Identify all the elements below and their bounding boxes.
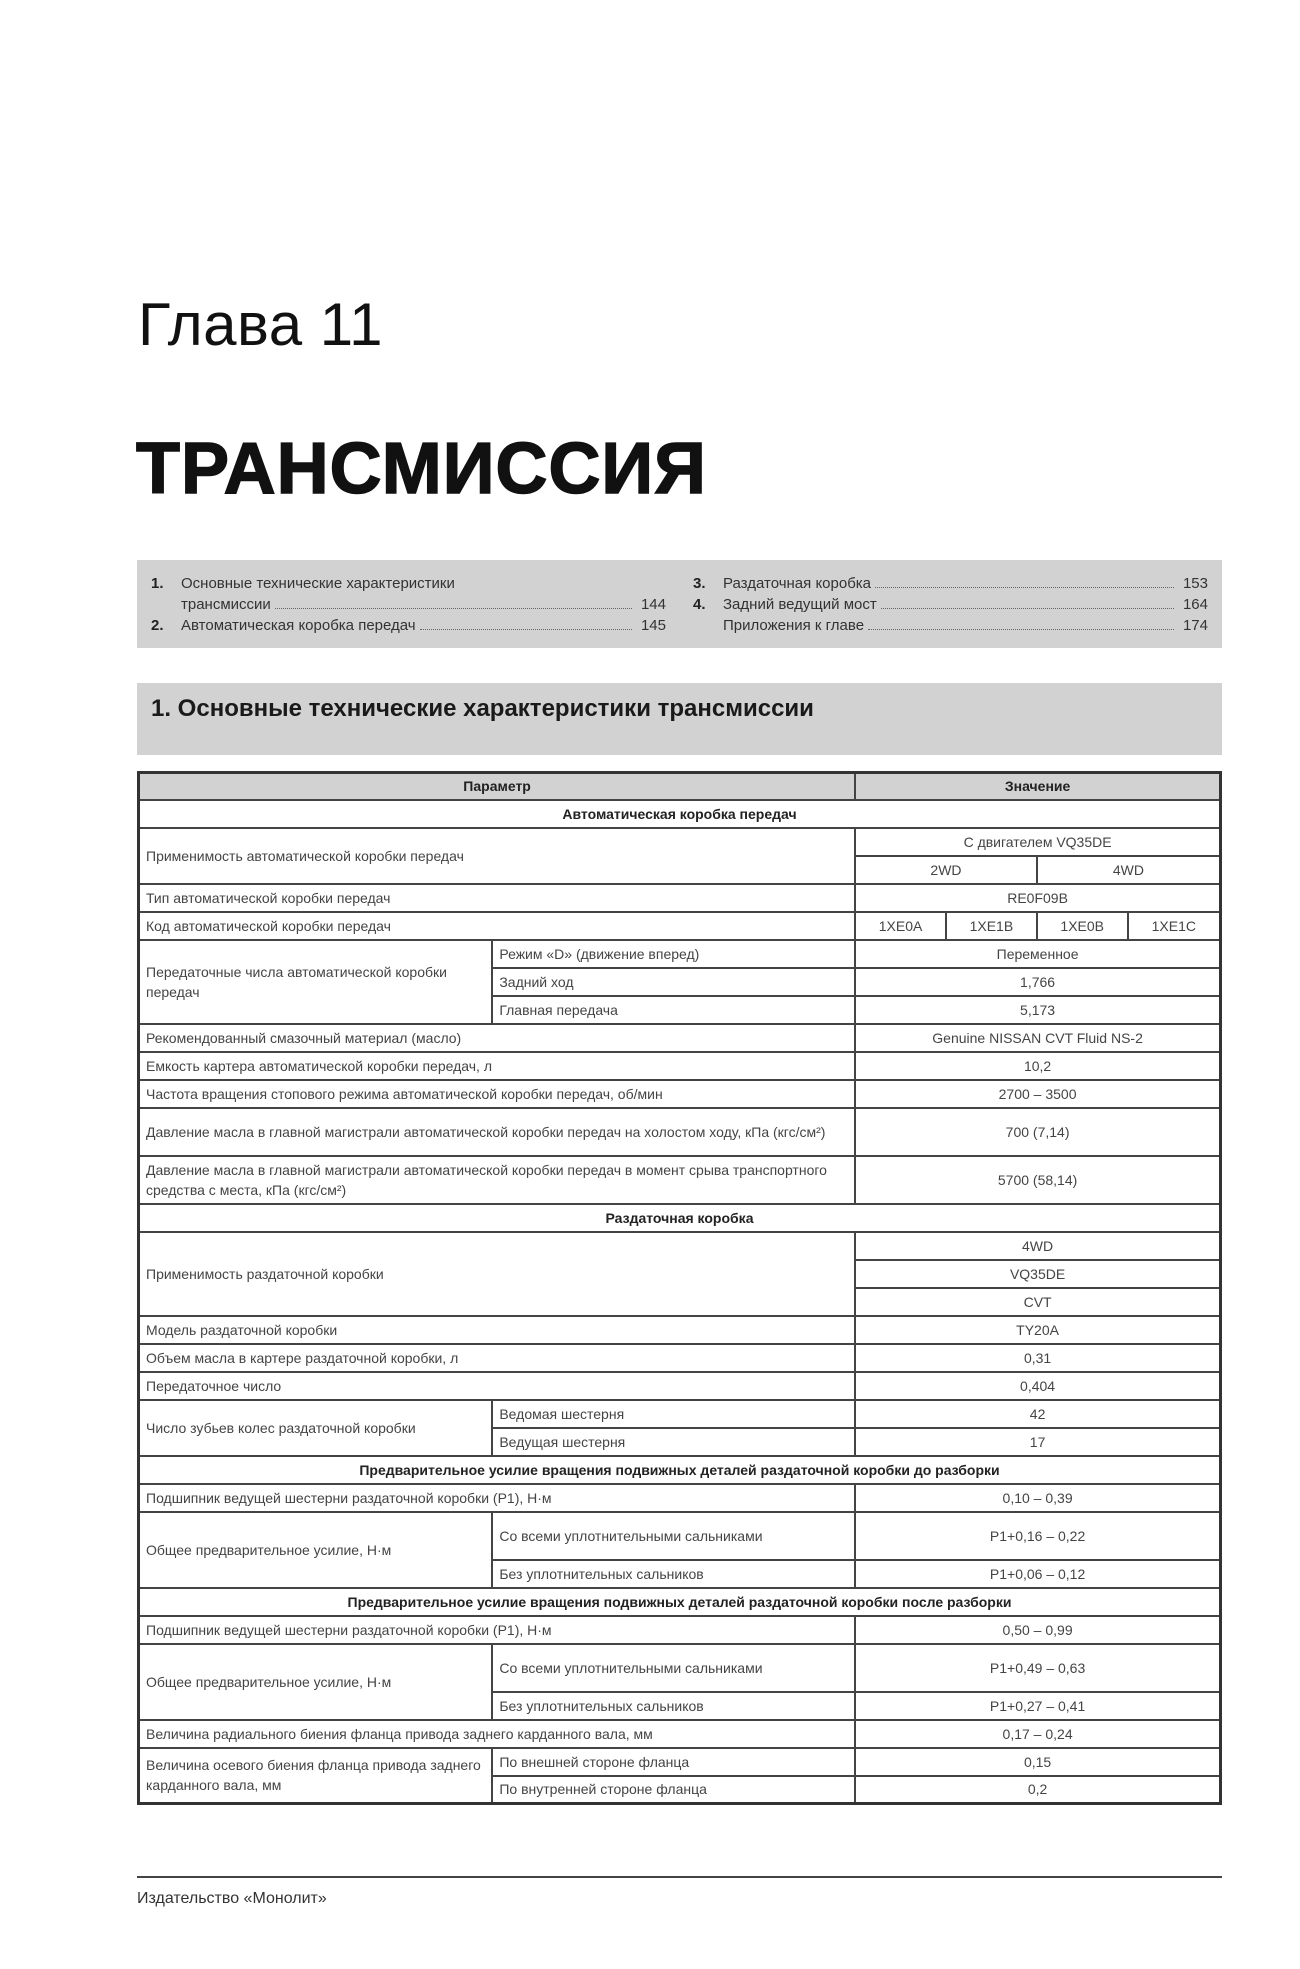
toc-item-number: 4.	[693, 596, 706, 613]
table-row	[139, 884, 1221, 912]
value-cell: VQ35DE	[855, 1260, 1220, 1288]
value-cell: TY20A	[855, 1316, 1220, 1344]
table-row	[139, 1080, 1221, 1108]
group-title: Предварительное усилие вращения подвижных деталей раздаточной коробки до разборки	[139, 1456, 1221, 1484]
value-cell: P1+0,16 – 0,22	[855, 1512, 1220, 1560]
param-cell: Число зубьев колес раздаточной коробки	[139, 1400, 493, 1456]
toc-item[interactable]	[693, 615, 1208, 636]
value-cell: 1,766	[855, 968, 1220, 996]
toc-item-page: 174	[1182, 617, 1208, 634]
value-cell: RE0F09B	[855, 884, 1220, 912]
subparam-cell: Без уплотнительных сальников	[492, 1560, 855, 1588]
table-row	[139, 1232, 1221, 1260]
table-row	[139, 1484, 1221, 1512]
subparam-cell: Главная передача	[492, 996, 855, 1024]
toc-item-number: 1.	[151, 575, 164, 592]
table-row	[139, 1108, 1221, 1156]
toc-item-page: 164	[1182, 596, 1208, 613]
toc-item-text: Задний ведущий мост	[723, 596, 877, 613]
param-cell: Подшипник ведущей шестерни раздаточной коробки (P1), Н·м	[139, 1616, 856, 1644]
group-row	[139, 1456, 1221, 1484]
table-row	[139, 1720, 1221, 1748]
table-row	[139, 1616, 1221, 1644]
table-row	[139, 940, 1221, 968]
param-cell: Применимость раздаточной коробки	[139, 1232, 856, 1316]
value-cell: 2WD	[855, 856, 1037, 884]
subparam-cell: Ведомая шестерня	[492, 1400, 855, 1428]
toc-item-number: 2.	[151, 617, 164, 634]
table-row	[139, 1156, 1221, 1204]
param-cell: Общее предварительное усилие, Н·м	[139, 1512, 493, 1588]
value-cell: 0,10 – 0,39	[855, 1484, 1220, 1512]
value-cell: 1XE1B	[946, 912, 1037, 940]
toc-item-number: 3.	[693, 575, 706, 592]
value-cell: 10,2	[855, 1052, 1220, 1080]
toc-item-page: 153	[1182, 575, 1208, 592]
table-row	[139, 1052, 1221, 1080]
value-cell: 4WD	[1037, 856, 1221, 884]
group-title: Предварительное усилие вращения подвижных деталей раздаточной коробки после разборки	[139, 1588, 1221, 1616]
table-row	[139, 1512, 1221, 1560]
value-cell: 4WD	[855, 1232, 1220, 1260]
value-cell: 0,2	[855, 1776, 1220, 1804]
value-cell: 5700 (58,14)	[855, 1156, 1220, 1204]
toc-item-page: 145	[640, 617, 666, 634]
group-row	[139, 1204, 1221, 1232]
param-cell: Давление масла в главной магистрали автоматической коробки передач на холостом ходу, кПа (кгс/см²)	[139, 1108, 856, 1156]
param-cell: Подшипник ведущей шестерни раздаточной коробки (P1), Н·м	[139, 1484, 856, 1512]
toc-item[interactable]	[151, 573, 666, 594]
param-cell: Величина осевого биения фланца привода заднего карданного вала, мм	[139, 1748, 493, 1804]
value-cell: 0,31	[855, 1344, 1220, 1372]
param-cell: Емкость картера автоматической коробки передач, л	[139, 1052, 856, 1080]
value-cell: 42	[855, 1400, 1220, 1428]
param-cell: Частота вращения стопового режима автоматической коробки передач, об/мин	[139, 1080, 856, 1108]
section-title: 1. Основные технические характеристики трансмиссии	[151, 695, 814, 722]
param-cell: Передаточные числа автоматической коробки передач	[139, 940, 493, 1024]
table-row	[139, 912, 1221, 940]
subparam-cell: Без уплотнительных сальников	[492, 1692, 855, 1720]
group-row	[139, 800, 1221, 828]
value-cell: CVT	[855, 1288, 1220, 1316]
toc-leader-dots	[868, 629, 1174, 630]
param-cell: Величина радиального биения фланца привода заднего карданного вала, мм	[139, 1720, 856, 1748]
subparam-cell: Со всеми уплотнительными сальниками	[492, 1512, 855, 1560]
param-cell: Рекомендованный смазочный материал (масло)	[139, 1024, 856, 1052]
value-cell: 700 (7,14)	[855, 1108, 1220, 1156]
value-cell: P1+0,49 – 0,63	[855, 1644, 1220, 1692]
value-cell: 2700 – 3500	[855, 1080, 1220, 1108]
subparam-cell: По внутренней стороне фланца	[492, 1776, 855, 1804]
group-title: Автоматическая коробка передач	[139, 800, 1221, 828]
table-header-row	[139, 773, 1221, 800]
table-row	[139, 1372, 1221, 1400]
toc-left-column	[151, 573, 666, 636]
value-cell: P1+0,27 – 0,41	[855, 1692, 1220, 1720]
table-row	[139, 1344, 1221, 1372]
subparam-cell: Со всеми уплотнительными сальниками	[492, 1644, 855, 1692]
chapter-label: Глава 11	[138, 291, 384, 358]
spec-table	[137, 771, 1222, 1805]
param-cell: Тип автоматической коробки передач	[139, 884, 856, 912]
toc-right-column	[693, 573, 1208, 636]
param-cell: Объем масла в картере раздаточной коробки, л	[139, 1344, 856, 1372]
toc-item-text: трансмиссии	[181, 596, 271, 613]
value-cell: 1XE0A	[855, 912, 946, 940]
header-param: Параметр	[139, 773, 856, 800]
value-cell: 5,173	[855, 996, 1220, 1024]
toc-item-text: Основные технические характеристики	[181, 575, 455, 592]
param-cell: Давление масла в главной магистрали автоматической коробки передач в момент срыва транспортного средства с места, кПа (кгс/см²)	[139, 1156, 856, 1204]
param-cell: Передаточное число	[139, 1372, 856, 1400]
section-header	[137, 683, 1222, 755]
toc-item[interactable]	[693, 573, 1208, 594]
subparam-cell: Задний ход	[492, 968, 855, 996]
subparam-cell: По внешней стороне фланца	[492, 1748, 855, 1776]
header-value: Значение	[855, 773, 1220, 800]
subparam-cell: Ведущая шестерня	[492, 1428, 855, 1456]
toc-leader-dots	[881, 608, 1174, 609]
group-row	[139, 1588, 1221, 1616]
toc-item-page: 144	[640, 596, 666, 613]
value-cell: 0,404	[855, 1372, 1220, 1400]
table-row	[139, 1644, 1221, 1692]
chapter-title: ТРАНСМИССИЯ	[136, 429, 707, 509]
toc-item[interactable]	[151, 615, 666, 636]
value-cell: Переменное	[855, 940, 1220, 968]
toc-leader-dots	[275, 608, 632, 609]
param-cell: Код автоматической коробки передач	[139, 912, 856, 940]
toc-item-text: Раздаточная коробка	[723, 575, 872, 592]
table-row	[139, 1400, 1221, 1428]
toc-item-text: Автоматическая коробка передач	[181, 617, 416, 634]
table-row	[139, 1024, 1221, 1052]
table-row	[139, 828, 1221, 856]
group-title: Раздаточная коробка	[139, 1204, 1221, 1232]
value-cell: Genuine NISSAN CVT Fluid NS-2	[855, 1024, 1220, 1052]
value-cell: С двигателем VQ35DE	[855, 828, 1220, 856]
param-cell: Модель раздаточной коробки	[139, 1316, 856, 1344]
value-cell: 0,17 – 0,24	[855, 1720, 1220, 1748]
subparam-cell: Режим «D» (движение вперед)	[492, 940, 855, 968]
table-row	[139, 1316, 1221, 1344]
table-row	[139, 1748, 1221, 1776]
value-cell: 0,15	[855, 1748, 1220, 1776]
toc-item[interactable]	[151, 594, 666, 615]
table-of-contents	[137, 560, 1222, 648]
value-cell: 1XE1C	[1128, 912, 1221, 940]
value-cell: 17	[855, 1428, 1220, 1456]
toc-item[interactable]	[693, 594, 1208, 615]
value-cell: 1XE0B	[1037, 912, 1128, 940]
toc-leader-dots	[875, 587, 1174, 588]
footer-publisher: Издательство «Монолит»	[137, 1890, 327, 1907]
toc-item-text: Приложения к главе	[723, 617, 865, 634]
param-cell: Общее предварительное усилие, Н·м	[139, 1644, 493, 1720]
value-cell: 0,50 – 0,99	[855, 1616, 1220, 1644]
value-cell: P1+0,06 – 0,12	[855, 1560, 1220, 1588]
toc-leader-dots	[420, 629, 632, 630]
param-cell: Применимость автоматической коробки передач	[139, 828, 856, 884]
footer-divider	[137, 1876, 1222, 1878]
